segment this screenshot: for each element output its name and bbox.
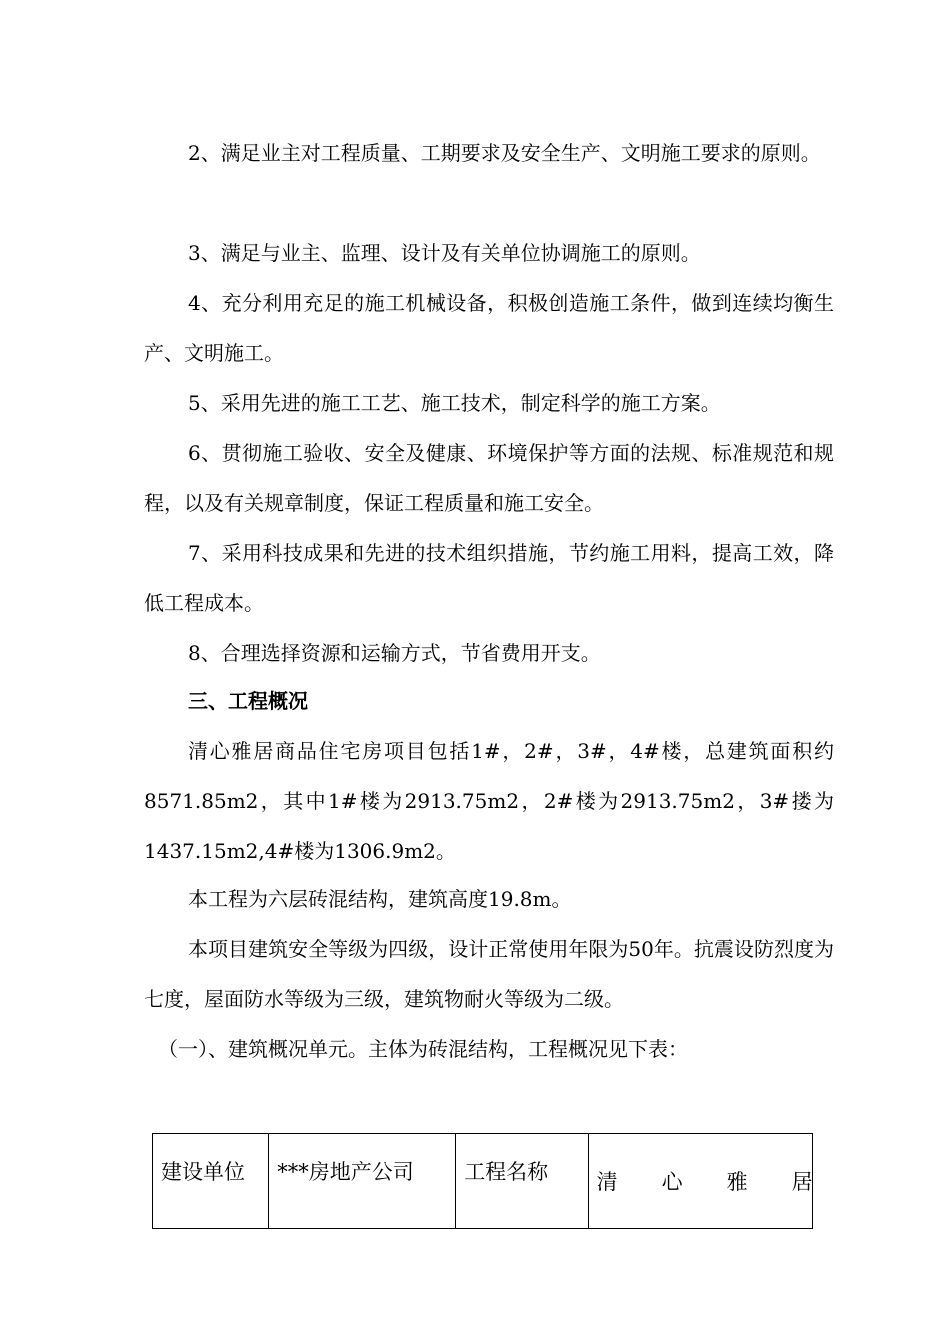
label-construction-unit: 建设单位 [153,1134,269,1229]
overview-paragraph-2: 本工程为六层砖混结构，建筑高度19.8m。 [188,887,572,911]
table-row [153,1134,813,1229]
value-project-name: 清心雅居 [588,1134,812,1229]
principle-8: 8、合理选择资源和运输方式，节省费用开支。 [188,641,601,665]
principle-4: 4、充分利用充足的施工机械设备，积极创造施工条件，做到连续均衡生产、文明施工。 [144,291,834,365]
overview-paragraph-1: 清心雅居商品住宅房项目包括1#，2#，3#，4#楼，总建筑面积约8571.85m2，其中1#楼为2913.75m2，2#楼为2913.75m2，3#搂为1437.15m2,4#楼为1306.9m2。 [144,739,834,863]
principle-6: 6、贯彻施工验收、安全及健康、环境保护等方面的法规、标准规范和规程，以及有关规章制度，保证工程质量和施工安全。 [144,441,834,515]
principle-7: 7、采用科技成果和先进的技术组织措施，节约施工用料，提高工效，降低工程成本。 [144,541,834,615]
principle-3: 3、满足与业主、监理、设计及有关单位协调施工的原则。 [188,241,701,265]
principle-5: 5、采用先进的施工工艺、施工技术，制定科学的施工方案。 [188,391,721,415]
label-project-name: 工程名称 [456,1134,588,1229]
project-info-table [152,1133,857,1229]
overview-paragraph-3: 本项目建筑安全等级为四级，设计正常使用年限为50年。抗震设防烈度为七度，屋面防水等级为三级，建筑物耐火等级为二级。 [144,937,834,1011]
principle-2: 2、满足业主对工程质量、工期要求及安全生产、文明施工要求的原则。 [188,141,821,165]
value-construction-unit: ***房地产公司 [269,1134,456,1229]
section-heading: 三、工程概况 [188,689,308,713]
sub-heading: （一）、建筑概况单元。主体为砖混结构，工程概况见下表： [158,1037,688,1061]
